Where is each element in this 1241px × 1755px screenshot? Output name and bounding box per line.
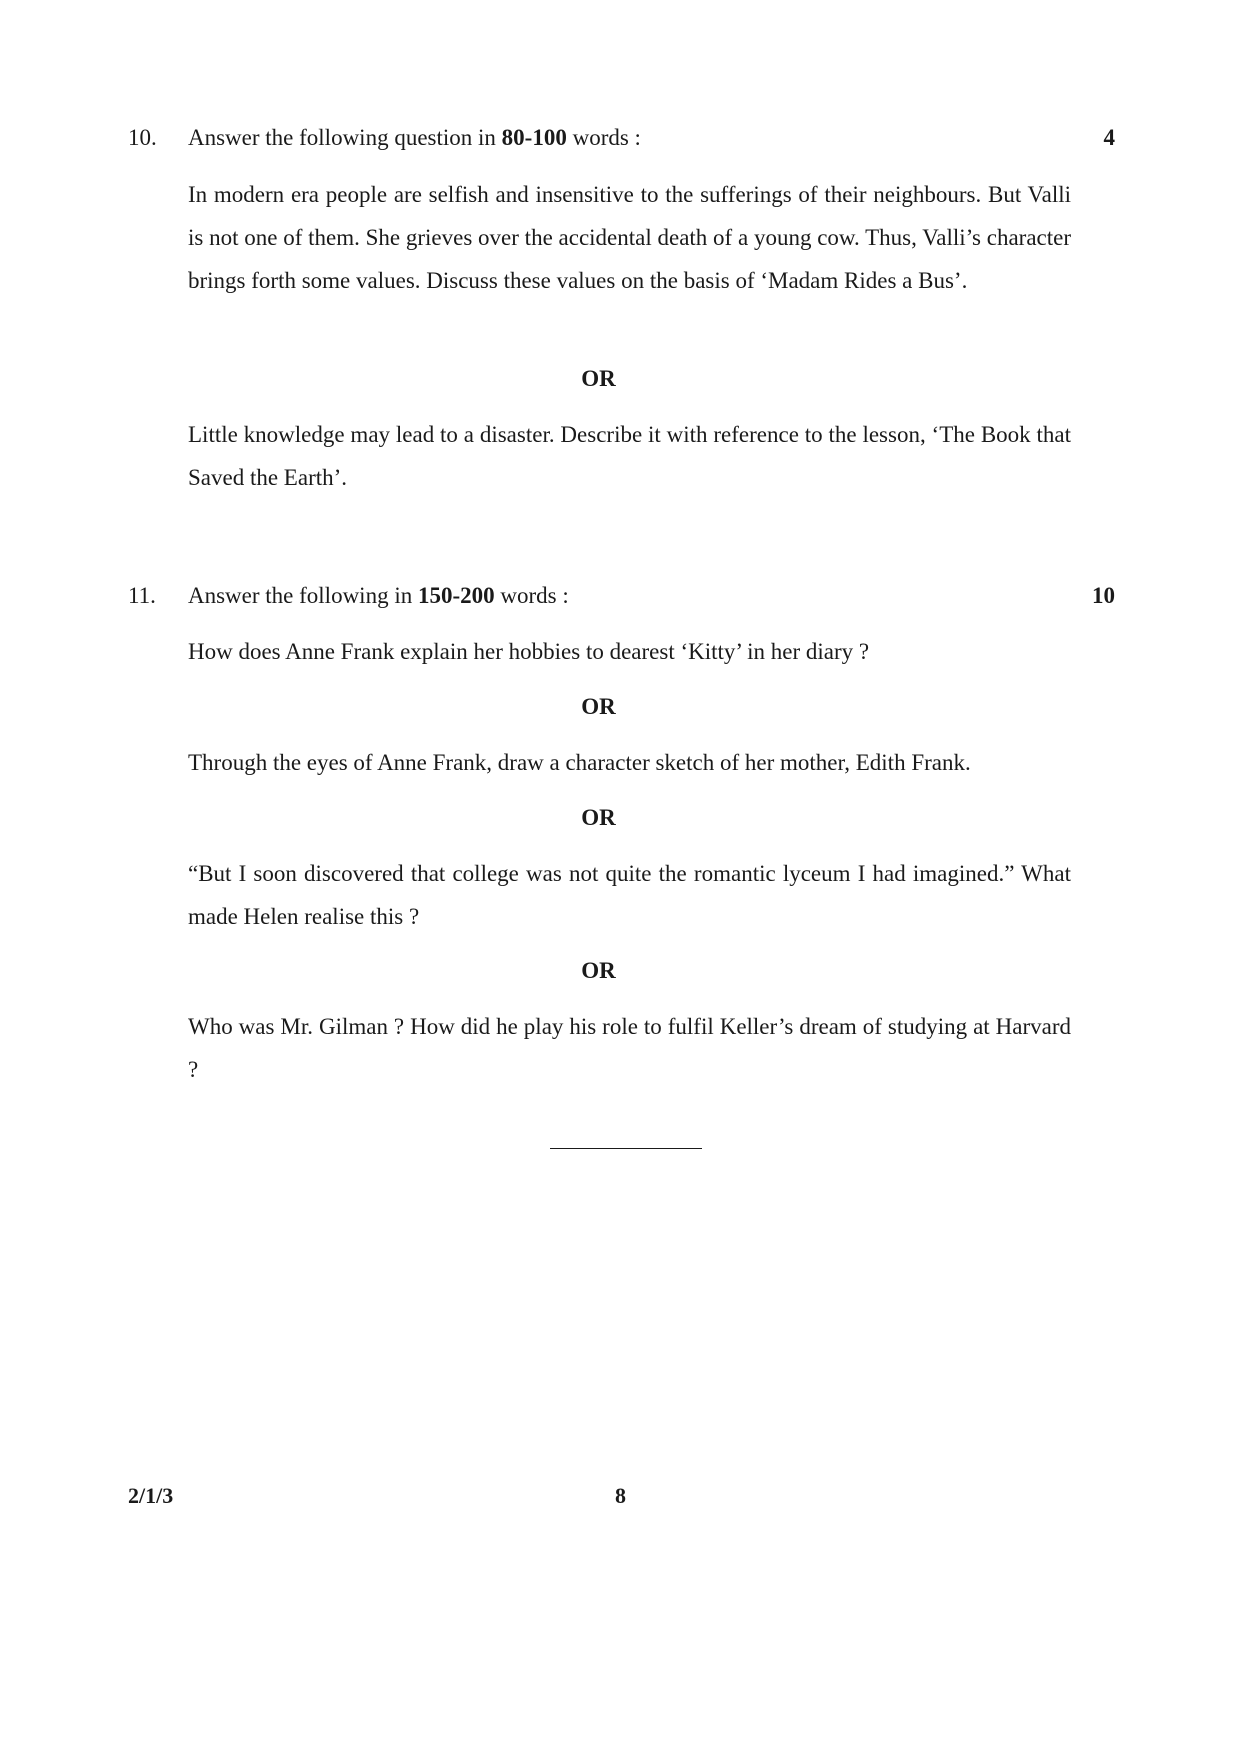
question-marks: 4	[1103, 125, 1115, 150]
question-instruction: Answer the following question in 80-100 words :	[188, 125, 641, 150]
or-separator: OR	[581, 805, 616, 830]
paper-code: 2/1/3	[128, 1483, 174, 1508]
question-option: Little knowledge may lead to a disaster. Describe it with reference to the lesson, ‘The Book that Saved the Earth’.	[188, 422, 1071, 490]
question-instruction: Answer the following in 150-200 words :	[188, 583, 569, 608]
end-of-paper-rule	[550, 1148, 702, 1149]
question-option: In modern era people are selfish and insensitive to the sufferings of their neighbours. But Valli is not one of them. She grieves over the accidental death of a young cow. Thus, Valli’s character brings forth some values. Discuss these values on the basis of ‘Madam Rides a Bus’.	[188, 182, 1071, 293]
question-option: “But I soon discovered that college was not quite the romantic lyceum I had imagined.” What made Helen realise this ?	[188, 861, 1071, 929]
question-number: 11.	[128, 583, 156, 608]
or-separator: OR	[581, 366, 616, 391]
question-marks: 10	[1092, 583, 1115, 608]
page-number: 8	[615, 1483, 626, 1508]
question-option: Who was Mr. Gilman ? How did he play his role to fulfil Keller’s dream of studying at Harvard ?	[188, 1014, 1071, 1082]
question-option: Through the eyes of Anne Frank, draw a character sketch of her mother, Edith Frank.	[188, 750, 971, 775]
question-number: 10.	[128, 125, 157, 150]
or-separator: OR	[581, 958, 616, 983]
or-separator: OR	[581, 694, 616, 719]
question-option: How does Anne Frank explain her hobbies to dearest ‘Kitty’ in her diary ?	[188, 639, 870, 664]
